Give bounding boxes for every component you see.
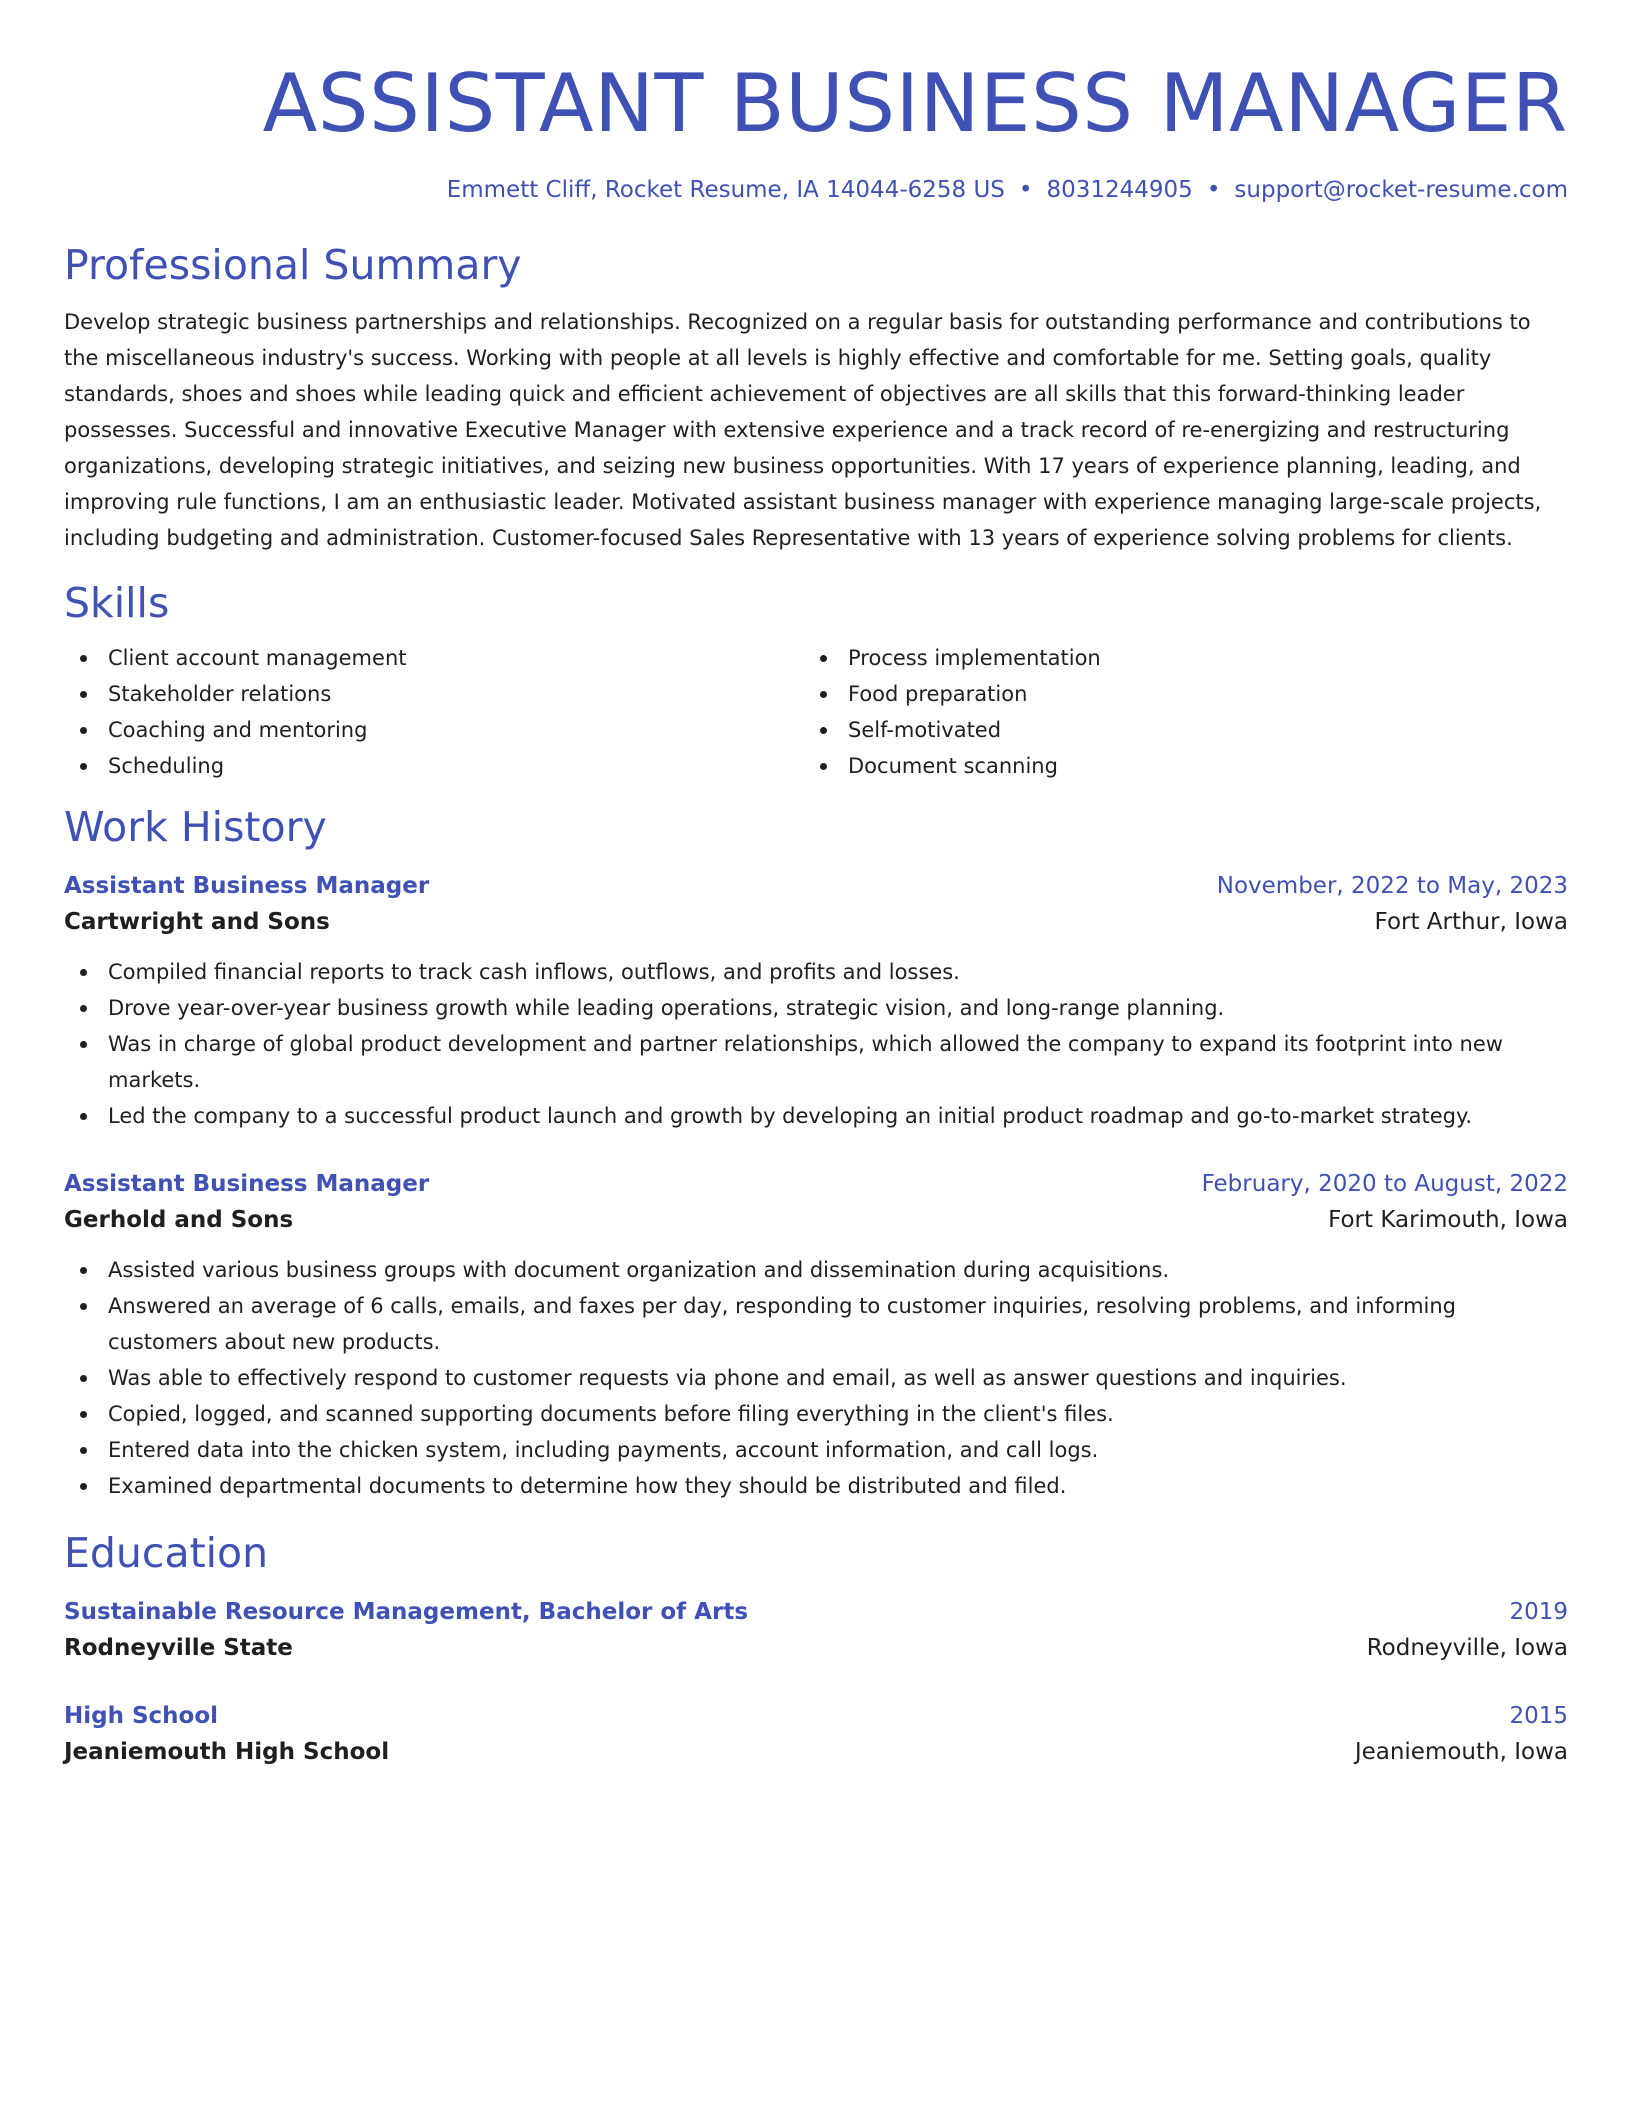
education-school: Rodneyville State: [64, 1635, 293, 1661]
resume-title: ASSISTANT BUSINESS MANAGER: [262, 57, 1568, 150]
skill-item: Scheduling: [64, 748, 804, 784]
skill-item: Client account management: [64, 640, 804, 676]
education-year: 2015: [1509, 1703, 1568, 1729]
job-bullet: Assisted various business groups with document organization and dissemination during acquisitions.: [64, 1252, 1568, 1288]
work-entry: [64, 868, 1568, 1134]
education-location: Rodneyville, Iowa: [1366, 1635, 1568, 1661]
contact-address: Emmett Cliff, Rocket Resume, IA 14044-6258 US: [446, 177, 1005, 203]
job-bullet: Was in charge of global product development and partner relationships, which allowed the company to expand its footprint into new markets.: [64, 1026, 1568, 1098]
education-entry-header: [64, 1594, 1568, 1630]
section-title-summary: Professional Summary: [64, 241, 522, 289]
contact-phone: 8031244905: [1046, 177, 1193, 203]
job-bullet: Entered data into the chicken system, including payments, account information, and call logs.: [64, 1432, 1568, 1468]
skill-item: Food preparation: [804, 676, 1544, 712]
skills-list: [64, 640, 1568, 784]
work-entry-header: [64, 1166, 1568, 1202]
job-bullet: Copied, logged, and scanned supporting documents before filing everything in the client's files.: [64, 1396, 1568, 1432]
section-title-work-history: Work History: [64, 803, 327, 851]
job-bullet: Answered an average of 6 calls, emails, and faxes per day, responding to customer inquiries, resolving problems, and informing customers about new products.: [64, 1288, 1568, 1360]
job-bullet: Drove year-over-year business growth while leading operations, strategic vision, and long-range planning.: [64, 990, 1568, 1026]
work-entry: [64, 1166, 1568, 1504]
summary-text: Develop strategic business partnerships and relationships. Recognized on a regular basis for outstanding performance and contributions to the miscellaneous industry's success. Working with people at all levels is highly effective and comfortable for me. Setting goals, quality standards, shoes and shoes while leading quick and efficient achievement of objectives are all skills that this forward-thinking leader possesses. Successful and innovative Executive Manager with extensive experience and a track record of re-energizing and restructuring organizations, developing strategic initiatives, and seizing new business opportunities. With 17 years of experience planning, leading, and improving rule functions, I am an enthusiastic leader. Motivated assistant business manager with experience managing large-scale projects, including budgeting and administration. Customer-focused Sales Representative with 13 years of experience solving problems for clients.: [64, 310, 1542, 550]
education-degree: Sustainable Resource Management, Bachelor of Arts: [64, 1599, 749, 1625]
job-bullet: Compiled financial reports to track cash inflows, outflows, and profits and losses.: [64, 954, 1568, 990]
education-entry: [64, 1698, 1568, 1770]
job-dates: February, 2020 to August, 2022: [1201, 1171, 1568, 1197]
section-title-education: Education: [64, 1529, 269, 1577]
education-entry-subheader: [64, 1734, 1568, 1770]
skill-item: Coaching and mentoring: [64, 712, 804, 748]
job-dates: November, 2022 to May, 2023: [1216, 873, 1568, 899]
education-degree: High School: [64, 1703, 219, 1729]
skill-item: Process implementation: [804, 640, 1544, 676]
education-school: Jeaniemouth High School: [64, 1739, 390, 1765]
job-location: Fort Karimouth, Iowa: [1328, 1207, 1568, 1233]
job-role: Assistant Business Manager: [64, 1171, 430, 1197]
work-entry-subheader: [64, 904, 1568, 940]
job-role: Assistant Business Manager: [64, 873, 430, 899]
section-title-skills: Skills: [64, 579, 170, 627]
job-bullets: [64, 1252, 1568, 1504]
education-year: 2019: [1509, 1599, 1568, 1625]
job-bullets: [64, 954, 1568, 1134]
job-bullet: Was able to effectively respond to customer requests via phone and email, as well as answer questions and inquiries.: [64, 1360, 1568, 1396]
work-entry-header: [64, 868, 1568, 904]
job-company: Cartwright and Sons: [64, 909, 330, 935]
skill-item: Self-motivated: [804, 712, 1544, 748]
contact-separator: •: [1018, 177, 1033, 203]
contact-separator: •: [1206, 177, 1221, 203]
contact-line: [64, 174, 1568, 206]
job-company: Gerhold and Sons: [64, 1207, 294, 1233]
education-entry-header: [64, 1698, 1568, 1734]
contact-email: support@rocket-resume.com: [1234, 177, 1568, 203]
job-bullet: Examined departmental documents to determine how they should be distributed and filed.: [64, 1468, 1568, 1504]
skills-column-right: [804, 640, 1544, 784]
education-entry: [64, 1594, 1568, 1666]
job-location: Fort Arthur, Iowa: [1374, 909, 1568, 935]
skill-item: Document scanning: [804, 748, 1544, 784]
job-bullet: Led the company to a successful product launch and growth by developing an initial product roadmap and go-to-market strategy.: [64, 1098, 1568, 1134]
education-entry-subheader: [64, 1630, 1568, 1666]
education-location: Jeaniemouth, Iowa: [1354, 1739, 1568, 1765]
skills-column-left: [64, 640, 804, 784]
work-entry-subheader: [64, 1202, 1568, 1238]
skill-item: Stakeholder relations: [64, 676, 804, 712]
